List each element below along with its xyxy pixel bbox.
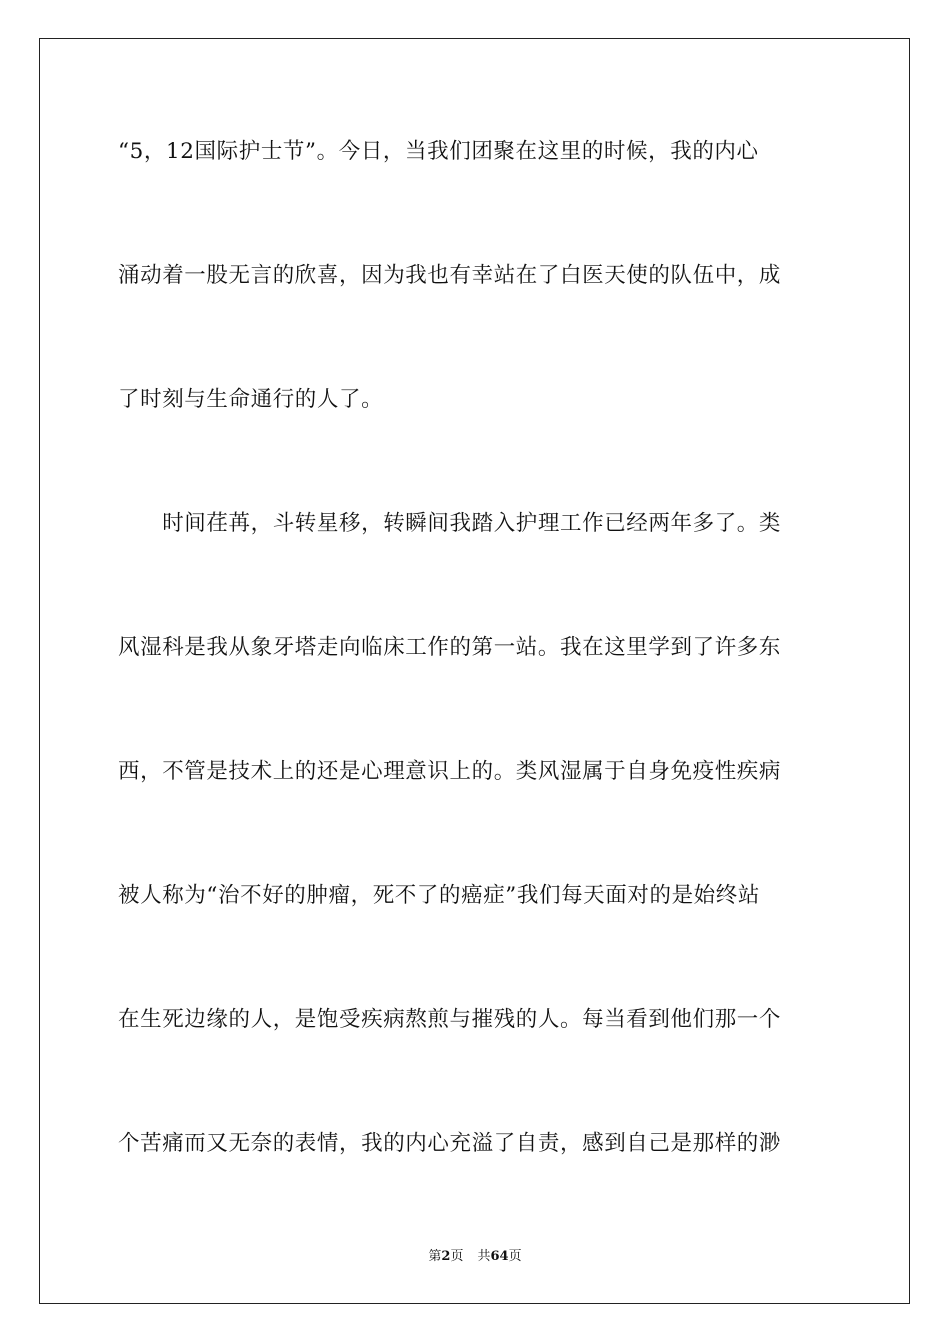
text-line: 时间荏苒，斗转星移，转瞬间我踏入护理工作已经两年多了。类: [118, 511, 782, 536]
total-prefix: 共: [477, 1249, 491, 1264]
text-line: “5，12国际护士节”。今日，当我们团聚在这里的时候，我的内心: [118, 139, 759, 164]
text-line: 了时刻与生命通行的人了。: [118, 387, 384, 412]
total-suffix: 页: [508, 1249, 522, 1264]
text-line: 涌动着一股无言的欣喜，因为我也有幸站在了白医天使的队伍中，成: [118, 263, 782, 288]
page-suffix: 页: [450, 1249, 464, 1264]
text-line: 被人称为“治不好的肿瘤，死不了的癌症”我们每天面对的是始终站: [118, 883, 760, 908]
text-line: 个苦痛而又无奈的表情，我的内心充溢了自责，感到自己是那样的渺: [118, 1131, 782, 1156]
text-line: 在生死边缘的人，是饱受疾病熬煎与摧残的人。每当看到他们那一个: [118, 1007, 782, 1032]
page-border: [39, 38, 910, 1304]
page-number: 2: [441, 1249, 451, 1264]
text-line: 西，不管是技术上的还是心理意识上的。类风湿属于自身免疫性疾病: [118, 759, 782, 784]
page-footer: [0, 1247, 950, 1267]
total-pages: 64: [490, 1249, 509, 1264]
page-prefix: 第: [428, 1249, 442, 1264]
text-line: 风湿科是我从象牙塔走向临床工作的第一站。我在这里学到了许多东: [118, 635, 782, 660]
